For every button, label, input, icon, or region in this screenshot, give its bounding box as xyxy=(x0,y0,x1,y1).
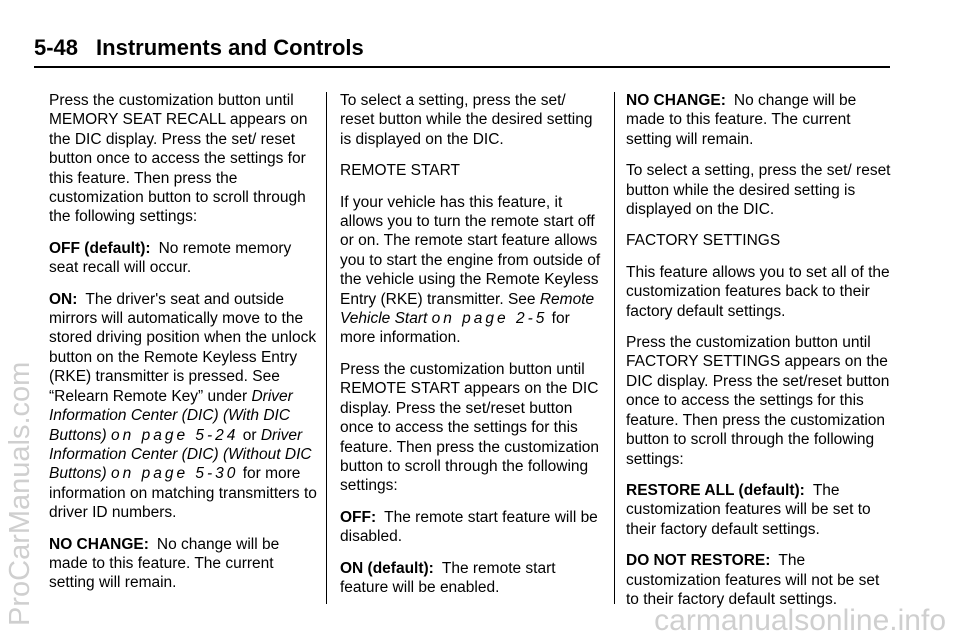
option-text: The customization features will not be set to their factory default settings. xyxy=(626,552,880,608)
remote-nochange-option xyxy=(626,91,894,149)
remote-start-description xyxy=(340,193,602,348)
column-3 xyxy=(626,91,894,621)
option-text: The driver's seat and outside mirrors will automatically move to the stored driving position when the unlock button on the Remote Keyless Entry (RKE) transmitter is pressed. See “Relearn Remote Key” under xyxy=(49,290,317,405)
memory-seat-intro: Press the customization button until MEMORY SEAT RECALL appears on the DIC display. Press the set/ reset button once to access the settings for this feature. Then press the customization button to scroll through the following settings: xyxy=(49,92,308,226)
option-text: for more information on matching transmitters to driver ID numbers. xyxy=(49,465,317,522)
side-watermark: ProCarManuals.com xyxy=(4,361,36,626)
option-text: No change will be made to this feature. The current setting will remain. xyxy=(49,535,280,592)
page-reference[interactable]: on page 5-24 xyxy=(111,426,239,444)
cross-reference-link[interactable]: Remote Vehicle Start xyxy=(340,290,595,328)
do-not-restore-option xyxy=(626,551,894,609)
memory-on-option xyxy=(49,290,317,523)
header-rule xyxy=(34,66,890,68)
page-number: 5-48 xyxy=(34,35,79,60)
section-title: Instruments and Controls xyxy=(96,35,364,60)
column-1 xyxy=(49,91,317,605)
remote-off-option xyxy=(340,508,602,547)
option-label: DO NOT RESTORE: xyxy=(626,552,771,570)
restore-all-option xyxy=(626,481,894,539)
option-text: or xyxy=(238,426,261,444)
option-text: The remote start feature will be enabled. xyxy=(340,559,556,596)
option-text: No remote memory seat recall will occur. xyxy=(49,239,292,277)
factory-settings-heading: FACTORY SETTINGS xyxy=(626,232,781,250)
column-2 xyxy=(340,91,602,609)
page-reference[interactable]: on page 5-30 xyxy=(111,465,239,483)
select-setting-text: To select a setting, press the set/ reset button while the desired setting is displayed on the DIC. xyxy=(626,162,891,219)
cross-reference-link[interactable]: Driver Information Center (DIC) (With DIC Buttons) xyxy=(49,387,293,444)
option-label: NO CHANGE: xyxy=(49,535,149,553)
option-label: OFF: xyxy=(340,508,377,526)
select-setting-text: To select a setting, press the set/ reset button while the desired setting is displayed on the DIC. xyxy=(340,92,593,148)
page-reference[interactable]: on page 2-5 xyxy=(431,310,548,328)
option-text: The customization features will be set to their factory default settings. xyxy=(626,481,871,538)
option-label: ON (default): xyxy=(340,559,434,577)
factory-settings-instructions: Press the customization button until FACTORY SETTINGS appears on the DIC display. Press the set/reset button once to access the settings for this feature. Then press the customization button to scroll through the following settings: xyxy=(626,334,890,468)
column-divider-2 xyxy=(614,92,615,604)
option-label: ON: xyxy=(49,290,78,308)
option-label: NO CHANGE: xyxy=(626,92,726,109)
memory-nochange-option xyxy=(49,535,317,593)
paragraph-text: for more information. xyxy=(340,310,570,347)
option-label: OFF (default): xyxy=(49,239,151,257)
bottom-watermark: carmanualsonline.info xyxy=(654,604,946,637)
remote-start-heading: REMOTE START xyxy=(340,162,460,180)
column-divider-1 xyxy=(326,92,327,604)
page-header xyxy=(34,34,364,62)
option-text: The remote start feature will be disabled. xyxy=(340,508,598,546)
remote-on-option xyxy=(340,559,602,598)
memory-off-option xyxy=(49,239,317,278)
paragraph-text: If your vehicle has this feature, it allows you to turn the remote start off or on. The remote start feature allows you to start the engine from outside of the vehicle using the Remote Keyless Entry (RKE) transmitter. See xyxy=(340,193,601,308)
cross-reference-link[interactable]: Driver Information Center (DIC) (Without DIC Buttons) xyxy=(49,426,312,483)
option-label: RESTORE ALL (default): xyxy=(626,481,805,499)
factory-settings-description: This feature allows you to set all of the customization features back to their factory default settings. xyxy=(626,263,890,320)
option-text: No change will be made to this feature. The current setting will remain. xyxy=(626,92,857,148)
remote-start-instructions: Press the customization button until REMOTE START appears on the DIC display. Press the set/reset button once to access the settings for this feature. Then press the customization button to scroll through the following settings: xyxy=(340,360,600,495)
